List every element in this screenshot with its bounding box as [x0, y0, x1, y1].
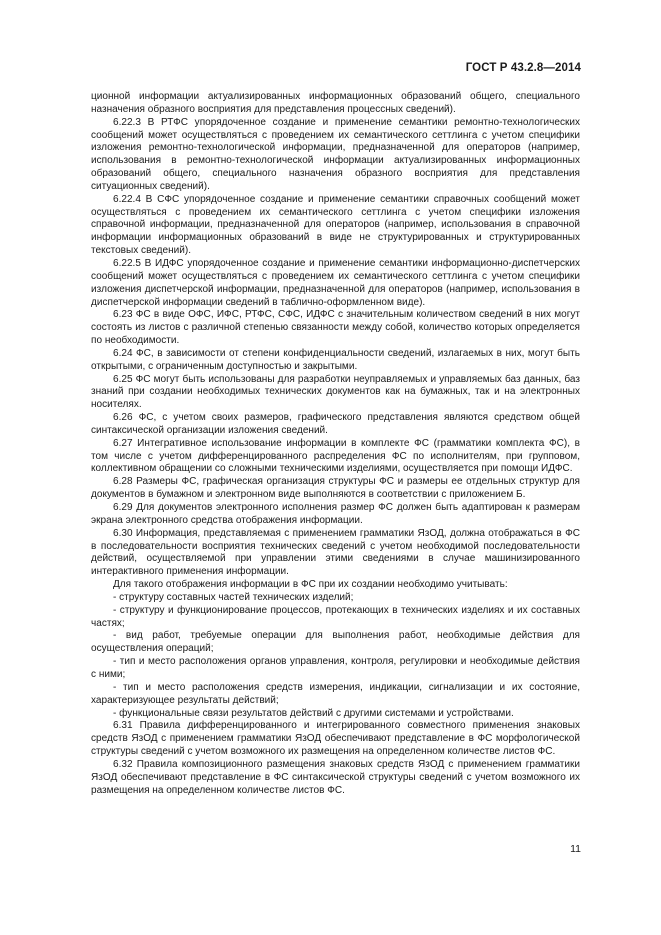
- paragraph-6-29: 6.29 Для документов электронного исполнения размер ФС должен быть адаптирован к размерам экрана электронного средства отображения информации.: [91, 502, 580, 526]
- paragraph-6-23: 6.23 ФС в виде ОФС, ИФС, РТФС, СФС, ИДФС с значительным количеством сведений в них могут состоять из листов с различной степенью связанности между собой, количество которых определяется по необходимости.: [91, 309, 580, 347]
- paragraph-6-25: 6.25 ФС могут быть использованы для разработки неуправляемых и управляемых баз данных, баз знаний при создании необходимых технических документов как на бумажных, так и на электронных носителях.: [91, 373, 580, 411]
- paragraph-6-27: 6.27 Интегративное использование информации в комплекте ФС (грамматики комплекта ФС), в том числе с учетом дифференцированного распределения ФС по исполнителям, при групповом, коллективном обращении со сложными техническими изделиями, осуществляется при помощи ИДФС.: [91, 437, 580, 475]
- list-item: - тип и место расположения органов управления, контроля, регулировки и необходимые действия с ними;: [91, 656, 580, 680]
- paragraph-continuation: ционной информации актуализированных информационных образований общего, специального назначения образного восприятия для представления процессных сведений).: [91, 91, 580, 115]
- paragraph-6-22-4: 6.22.4 В СФС упорядоченное создание и применение семантики справочных сообщений может осуществляться с проведением их семантического сеттлинга с учетом специфики изложения справочной информации, предназначенной для операторов (например, использования в справочной информации информационных образований в виде не структурированных и структурированных текстовых сведений).: [91, 193, 580, 257]
- paragraph-list-intro: Для такого отображения информации в ФС при их создании необходимо учитывать:: [113, 579, 508, 591]
- list-item: - вид работ, требуемые операции для выполнения работ, необходимые действия для осуществления операций;: [91, 630, 580, 655]
- paragraph-6-28: 6.28 Размеры ФС, графическая организация структуры ФС и размеры ее отдельных структур для документов в бумажном и электронном виде выполняются в соответствии с приложением Б.: [91, 476, 580, 501]
- page-number: 11: [570, 843, 581, 855]
- document-id-header: ГОСТ Р 43.2.8—2014: [465, 62, 581, 74]
- paragraph-6-22-5: 6.22.5 В ИДФС упорядоченное создание и применение семантики информационно-диспетчерских сообщений может осуществляться с проведением их семантического сеттлинга с учетом специфики изложения диспетчерской информации, предназначенной для операторов (например, использования в диспетчерской информации сведений в таблично-оформленном виде).: [91, 257, 580, 308]
- list-item: - функциональные связи результатов действий с другими системами и устройствами.: [113, 707, 514, 719]
- paragraph-6-24: 6.24 ФС, в зависимости от степени конфиденциальности сведений, излагаемых в них, могут быть открытыми, с ограниченным доступностью и закрытыми.: [91, 347, 580, 372]
- paragraph-6-32: 6.32 Правила композиционного размещения знаковых средств ЯзОД с применением грамматики ЯзОД обеспечивают представление в ФС синтаксической структуры сведений с учетом возможного их размещения на определенном количестве листов ФС.: [91, 758, 580, 796]
- list-item: - тип и место расположения средств измерения, индикации, сигнализации и их состояние, характеризующее результаты действий;: [91, 681, 580, 706]
- paragraph-6-30: 6.30 Информация, представляемая с применением грамматики ЯзОД, должна отображаться в ФС в последовательности восприятия технических сведений с учетом необходимой последовательности действий, осуществляемой при управлении этими сведениями в случае машинизированного интерактивного применения информации.: [91, 527, 580, 578]
- list-item: - структуру и функционирование процессов, протекающих в технических изделиях и их составных частях;: [91, 604, 580, 629]
- paragraph-6-22-3: 6.22.3 В РТФС упорядоченное создание и применение семантики ремонтно-технологических сообщений может осуществляться с проведением их семантического сеттлинга с учетом специфики изложения ремонтно-технологической информации, предназначенной для операторов (например, использования в ремонтно-технологической информации актуализированных информационных образований общего, специального назначения образного восприятия для представления ситуационных сведений).: [91, 116, 580, 192]
- list-item: - структуру составных частей технических изделий;: [113, 591, 354, 603]
- paragraph-6-31: 6.31 Правила дифференцированного и интегрированного совместного применения знаковых средств ЯзОД с применением грамматики ЯзОД обеспечивают представление в ФС морфологической структуры сведений с учетом возможного их размещения на определенном количестве листов ФС.: [91, 720, 580, 758]
- document-body: [91, 91, 580, 797]
- paragraph-6-26: 6.26 ФС, с учетом своих размеров, графического представления являются средством общей синтаксической организации изложения сведений.: [91, 412, 580, 436]
